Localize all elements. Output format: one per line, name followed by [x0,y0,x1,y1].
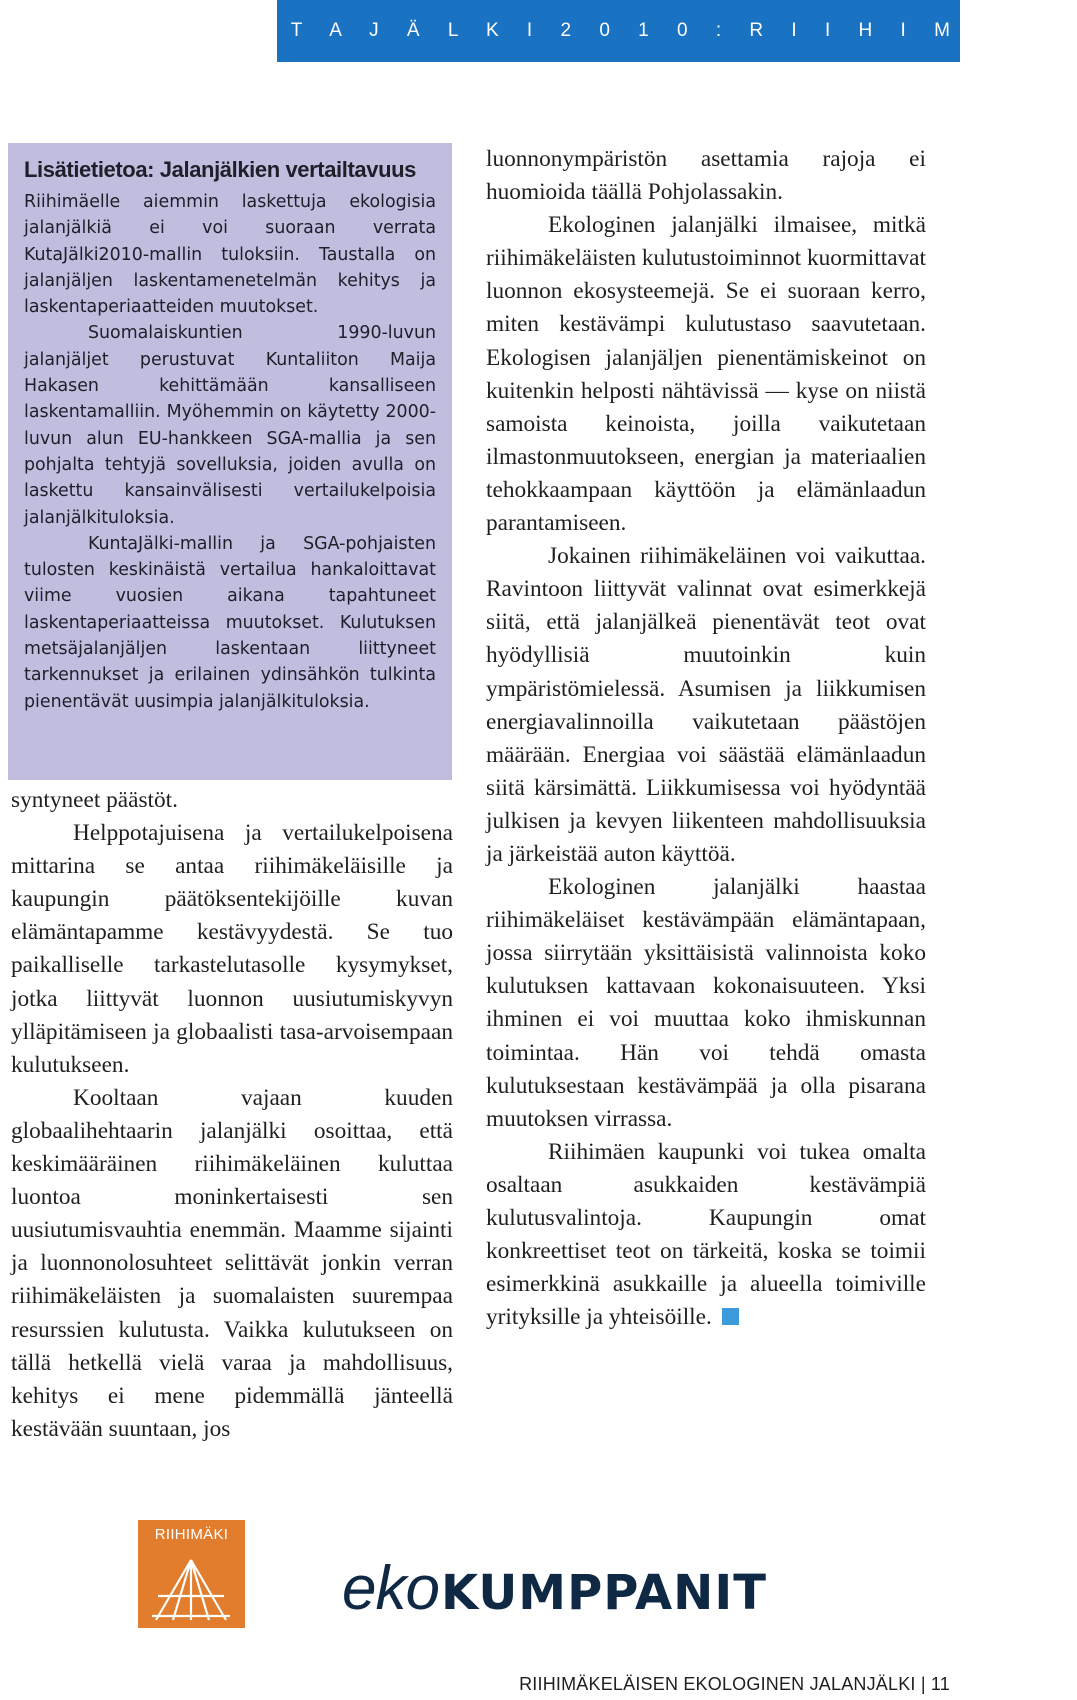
body-paragraph: Jokainen riihimäkeläinen voi vaikuttaa. Ravintoon liittyvät valinnat ovat esimerkkejä siitä, että jalanjälkeä pienentävät teot ovat hyödyllisiä muutoinkin kuin ympäristömielessä. Asumisen ja liikkumisen energiavalinnoilla vaikutetaan päästöjen määrään. Energiaa voi säästää elämänlaadun siitä kärsimättä. Liikkumisessa voi hyödyntää julkisen ja kevyen liikenteen mahdollisuuksia ja järkeistää auton käyttöä. [486,543,926,867]
sidebar-paragraph: Riihimäelle aiemmin laskettuja ekologisia jalanjälkiä ei voi suoraan verrata KutaJälki2010-mallin tuloksiin. Taustalla on jalanjäljen laskentamenetelmän kehitys ja laskentaperiaatteiden muutokset. [24,192,436,318]
body-paragraph-last [486,1136,926,1335]
riihimaki-logo-text: RIIHIMÄKI [154,1526,229,1543]
page-footer: RIIHIMÄKELÄISEN EKOLOGINEN JALANJÄLKI | 11 [519,1674,950,1694]
body-paragraph: Ekologinen jalanjälki haastaa riihimäkeläiset kestävämpään elämäntapaan, jossa siirrytään yksittäisistä valinnoista koko kulutuksen kattavaan kokonaisuuteen. Yksi ihminen ei voi muuttaa koko ihmiskunnan toimintaa. Hän voi tehdä omasta kulutuksestaan kestävämpää ja olla pisarana muutoksen virrassa. [486,874,926,1132]
body-paragraph: syntyneet päästöt. [11,787,178,813]
body-paragraph: Ekologinen jalanjälki ilmaisee, mitkä riihimäkeläisten kulutustoiminnot kuormittavat luonnon ekosysteemejä. Se ei suoraan kerro, miten kestävämpi kulutustaso saavutetaan. Ekologisen jalanjäljen pienentämiskeinot on kuitenkin helposti nähtävissä — kyse on niistä samoista keinoista, joilla vaikutetaan ilmastonmuutokseen, energian ja materiaalien tehokkaampaan käyttöön ja elämänlaadun parantamiseen. [486,212,926,537]
body-paragraph-text: Riihimäen kaupunki voi tukea omalta osaltaan asukkaiden kestävämpiä kulutusvalintoja. Kaupungin omat konkreettiset teot on tärkeitä, koska se toimii esimerkkinä asukkaille ja alueella toimiville yrityksille ja yhteisöille. [486,1138,926,1331]
ekokumppanit-logo-name: KUMPPANIT [440,1565,767,1621]
body-paragraph: luonnonympäristön asettamia rajoja ei huomioida täällä Pohjolassakin. [486,146,926,206]
sidebar-paragraph: Suomalaiskuntien 1990-luvun jalanjäljet perustuvat Kuntaliiton Maija Hakasen kehittämään kansalliseen laskentamalliin. Myöhemmin on käytetty 2000-luvun alun EU-hankkeen SGA-mallia ja sen pohjalta tehtyjä sovelluksia, joiden avulla on laskettu kansainvälisesti vertailukelpoisia jalanjälkituloksia. [24,323,436,528]
body-paragraph: Helppotajuisena ja vertailukelpoisena mittarina se antaa riihimäkeläisille ja kaupungin päätöksentekijöille kuvan elämäntapamme kestävyydestä. Se tuo paikalliselle tarkastelutasolle kysymykset, jotka liittyvät luonnon uusiutumiskyvyn ylläpitämiseen ja globaalisti tasa-arvoisempaan kulutukseen. [11,820,453,1078]
info-sidebar [8,143,452,780]
riihimaki-logo [138,1520,245,1628]
body-paragraph: Kooltaan vajaan kuuden globaalihehtaarin jalanjälki osoittaa, että keskimääräinen riihimäkeläinen kuluttaa luontoa moninkertaisesti sen uusiutumisvauhtia enemmän. Maamme sijainti ja luonnonolosuhteet selittävät jonkin verran riihimäkeläisten ja suomalaisten suurempaa resurssien kulutusta. Vaikka kulutukseen on tällä hetkellä vielä varaa ja mahdollisuus, kehitys ei mene pidemmällä jänteellä kestävään suuntaan, jos [11,1084,453,1442]
sidebar-paragraph: KuntaJälki-mallin ja SGA-pohjaisten tulosten keskinäistä vertailua hankaloittavat viime vuosien aikana tapahtuneet laskentaperiaatteissa muutokset. Kulutuksen metsäjalanjäljen laskentaan liittyneet tarkennukset ja erilainen ydinsähkön tulkinta pienentävät uusimpia jalanjälkituloksia. [24,533,436,712]
ekokumppanit-logo [342,1554,767,1623]
end-of-article-square-icon [722,1308,739,1325]
left-column [11,784,453,1446]
right-column [486,143,926,1334]
running-title: K U N T A J Ä L K I 2 0 1 0 : R I I H I M Ä K I [166,20,1077,41]
ekokumppanit-logo-prefix: eko [342,1554,439,1623]
sidebar-title: Lisätietietoa: Jalanjälkien vertailtavuus [24,157,416,182]
header-bar [166,0,1077,62]
